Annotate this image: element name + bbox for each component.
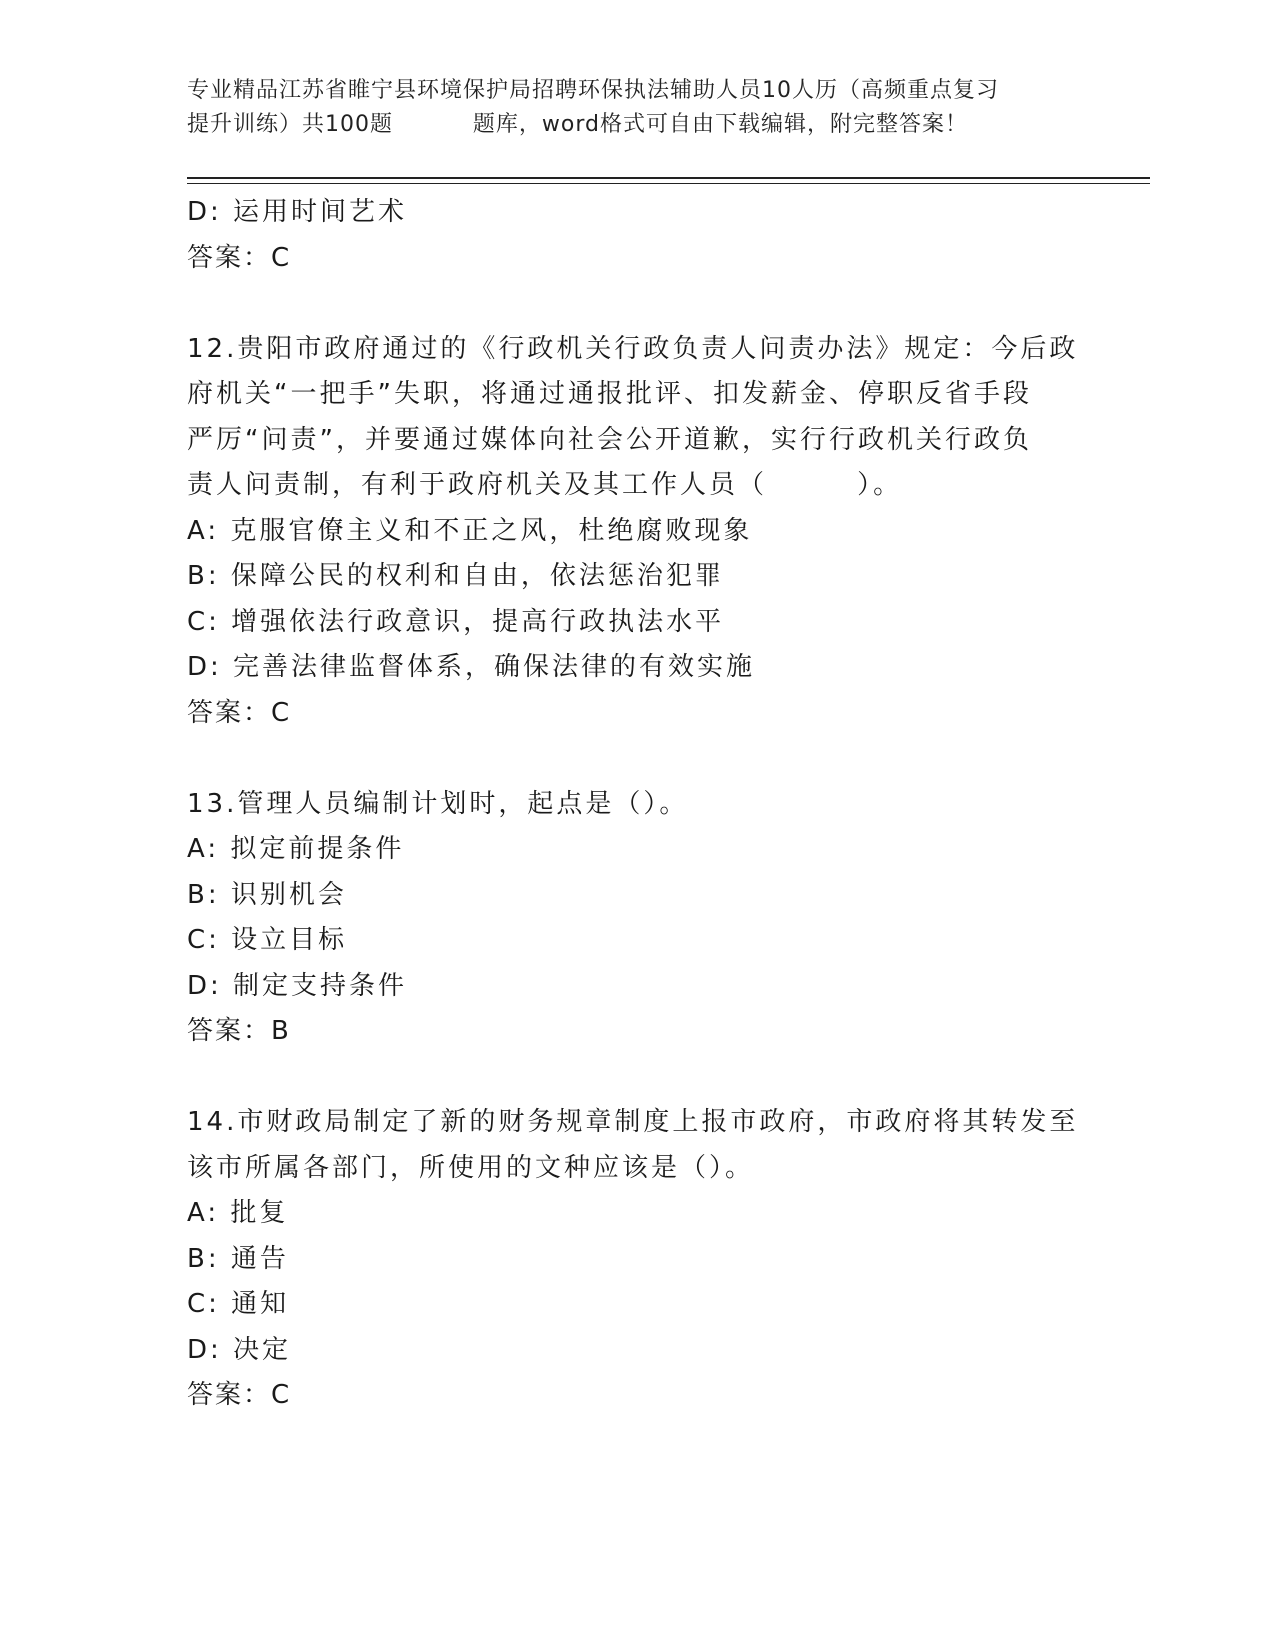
stem-line: 该市所属各部门，所使用的文种应该是（）。 bbox=[187, 1152, 755, 1183]
option-d: D: 决定 bbox=[187, 1334, 292, 1365]
previous-question-tail bbox=[187, 190, 1087, 281]
option-d: D: 制定支持条件 bbox=[187, 970, 408, 1001]
stem-line: 13.管理人员编制计划时，起点是（）。 bbox=[187, 788, 689, 819]
stem-line: 责人问责制，有利于政府机关及其工作人员（ ）。 bbox=[187, 470, 903, 500]
spacer bbox=[187, 736, 1087, 782]
stem-line: 府机关“一把手”失职，将通过通报批评、扣发薪金、停职反省手段 bbox=[187, 379, 1032, 409]
stem-line: 严厉“问责”，并要通过媒体向社会公开道歉，实行行政机关行政负 bbox=[187, 424, 1032, 455]
answer-line: 答案：C bbox=[187, 1380, 292, 1410]
option-b: B: 识别机会 bbox=[187, 879, 347, 910]
header-line-1: 专业精品江苏省睢宁县环境保护局招聘环保执法辅助人员10人历（高频重点复习 bbox=[187, 78, 999, 103]
question-12 bbox=[187, 327, 1087, 737]
option-a: A: 克服官僚主义和不正之风，杜绝腐败现象 bbox=[187, 515, 753, 546]
option-d: D: 完善法律监督体系，确保法律的有效实施 bbox=[187, 652, 756, 682]
question-stem bbox=[187, 782, 1087, 828]
question-stem bbox=[187, 1100, 1087, 1191]
header-line-2: 提升训练）共100题 题库，word格式可自由下载编辑，附完整答案！ bbox=[187, 112, 969, 137]
answer-line: 答案：B bbox=[187, 1016, 291, 1046]
document-body bbox=[187, 190, 1087, 1419]
option-b: B: 保障公民的权利和自由，依法惩治犯罪 bbox=[187, 561, 724, 591]
answer-line: 答案：C bbox=[187, 242, 292, 273]
option-a: A: 批复 bbox=[187, 1198, 289, 1228]
option-c: C: 设立目标 bbox=[187, 925, 348, 955]
option-c: C: 增强依法行政意识，提高行政执法水平 bbox=[187, 606, 725, 637]
stem-line: 14.市财政局制定了新的财务规章制度上报市政府，市政府将其转发至 bbox=[187, 1107, 1079, 1137]
option-d: D: 运用时间艺术 bbox=[187, 197, 408, 227]
option-b: B: 通告 bbox=[187, 1243, 289, 1274]
header-divider-thin bbox=[187, 183, 1150, 184]
option-a: A: 拟定前提条件 bbox=[187, 834, 405, 864]
spacer bbox=[187, 1055, 1087, 1101]
header-divider bbox=[187, 177, 1150, 179]
stem-line: 12.贵阳市政府通过的《行政机关行政负责人问责办法》规定：今后政 bbox=[187, 333, 1079, 364]
question-13 bbox=[187, 782, 1087, 1055]
question-stem bbox=[187, 327, 1087, 509]
question-14 bbox=[187, 1100, 1087, 1419]
spacer bbox=[187, 281, 1087, 327]
page-header bbox=[187, 74, 1087, 142]
answer-line: 答案：C bbox=[187, 697, 292, 728]
option-c: C: 通知 bbox=[187, 1289, 290, 1319]
